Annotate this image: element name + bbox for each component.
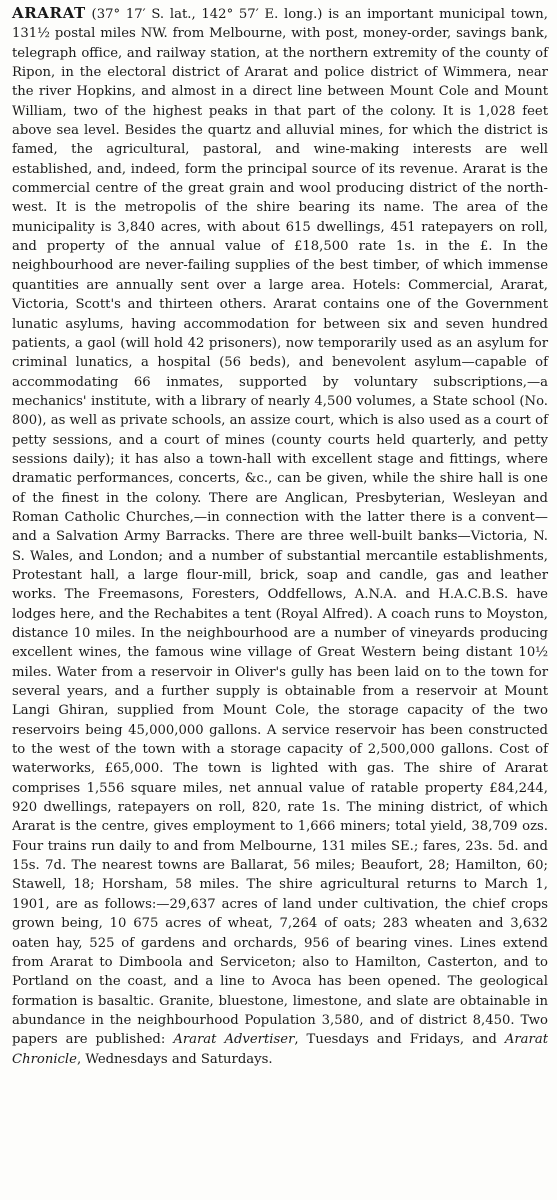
entry-body-end: , Wednesdays and Saturdays. [76, 1051, 273, 1067]
newspaper-name: Ararat Advertiser [173, 1032, 295, 1048]
newspaper-name: Ararat Chronicle [12, 1032, 549, 1067]
entry-body: (37° 17′ S. lat., 142° 57′ E. long.) is an important municipal town, 131½ postal miles NW. from Melbourne, with post, money-order, savings bank, telegraph office, and railway station, at the northern extremity of the county of Ripon, in the electoral district of Ararat and police district of Wimmera, near the river Hopkins, and almost in a direct line between Mount Cole and Mount William, two of the highest peaks in that part of the colony. It is 1,028 feet above sea level. Besides the quartz and alluvial mines, for which the district is famed, the agricultural, pastoral, and wine-making interests are well established, and, indeed, form the principal source of its revenue. Ararat is the commercial centre of the great grain and wool producing district of the north-west. It is the metropolis of the shire bearing its name. The area of the municipality is 3,840 acres, with about 615 dwellings, 451 ratepayers on roll, and property of the annual value of £18,500 rate 1s. in the £. In the neighbourhood are never-failing supplies of the best timber, of which immense quantities are annually sent over a large area. Hotels: Commercial, Ararat, Victoria, Scott's and thirteen others. Ararat contains one of the Government lunatic asylums, having accommodation for between six and seven hundred patients, a gaol (will hold 42 prisoners), now temporarily used as an asylum for criminal lunatics, a hospital (56 beds), and benevolent asylum—capable of accommodating 66 inmates, supported by voluntary subscriptions,—a mechanics' institute, with a library of nearly 4,500 volumes, a State school (No. 800), as well as private schools, an assize court, which is also used as a court of petty sessions, and a court of mines (county courts held quarterly, and petty sessions daily); it has also a town-hall with excellent stage and fittings, where dramatic performances, concerts, &c., can be given, while the shire hall is one of the finest in the colony. There are Anglican, Presbyterian, Wesleyan and Roman Catholic Churches,—in connection with the latter there is a convent—and a Salvation Army Barracks. There are three well-built banks—Victoria, N. S. Wales, and London; and a number of substantial mercantile establishments, Protestant hall, a large flour-mill, brick, soap and candle, gas and leather works. The Freemasons, Foresters, Oddfellows, A.N.A. and H.A.C.B.S. have lodges here, and the Rechabites a tent (Royal Alfred). A coach runs to Moyston, distance 10 miles. In the neighbourhood are a number of vineyards producing excellent wines, the famous wine village of Great Western being distant 10½ miles. Water from a reservoir in Oliver's gully has been laid on to the town for several years, and a further supply is obtainable from a reservoir at Mount Langi Ghiran, supplied from Mount Cole, the storage capacity of the two reservoirs being 45,000,000 gallons. A service reservoir has been constructed to the west of the town with a storage capacity of 2,500,000 gallons. Cost of waterworks, £65,000. The town is lighted with gas. The shire of Ararat comprises 1,556 square miles, net annual value of ratable property £84,244, 920 dwellings, ratepayers on roll, 820, rate 1s. The mining district, of which Ararat is the centre, gives employment to 1,666 miners; total yield, 38,709 ozs. Four trains run daily to and from Melbourne, 131 miles SE.; fares, 23s. 5d. and 15s. 7d. The nearest towns are Ballarat, 56 miles; Beaufort, 28; Hamilton, 60; Stawell, 18; Horsham, 58 miles. The shire agricultural returns to March 1, 1901, are as follows:—29,637 acres of land under cultivation, the chief crops grown being, 10 675 acres of wheat, 7,264 of oats; 283 wheaten and 3,632 oaten hay, 525 of gardens and orchards, 956 of bearing vines. Lines extend from Ararat to Dimboola and Serviceton; also to Hamilton, Casterton, and to Portland on the coast, and a line to Avoca has been opened. The geological formation is basaltic. Granite, bluestone, limestone, and slate are obtainable in abundance in the neighbourhood Population 3,580, and of district 8,450. Two papers are published: [12, 7, 548, 1048]
ararat-entry [12, 4, 548, 1069]
entry-body-continued: , Tuesdays and Fridays, and [294, 1032, 505, 1048]
entry-heading: ARARAT [12, 4, 86, 22]
